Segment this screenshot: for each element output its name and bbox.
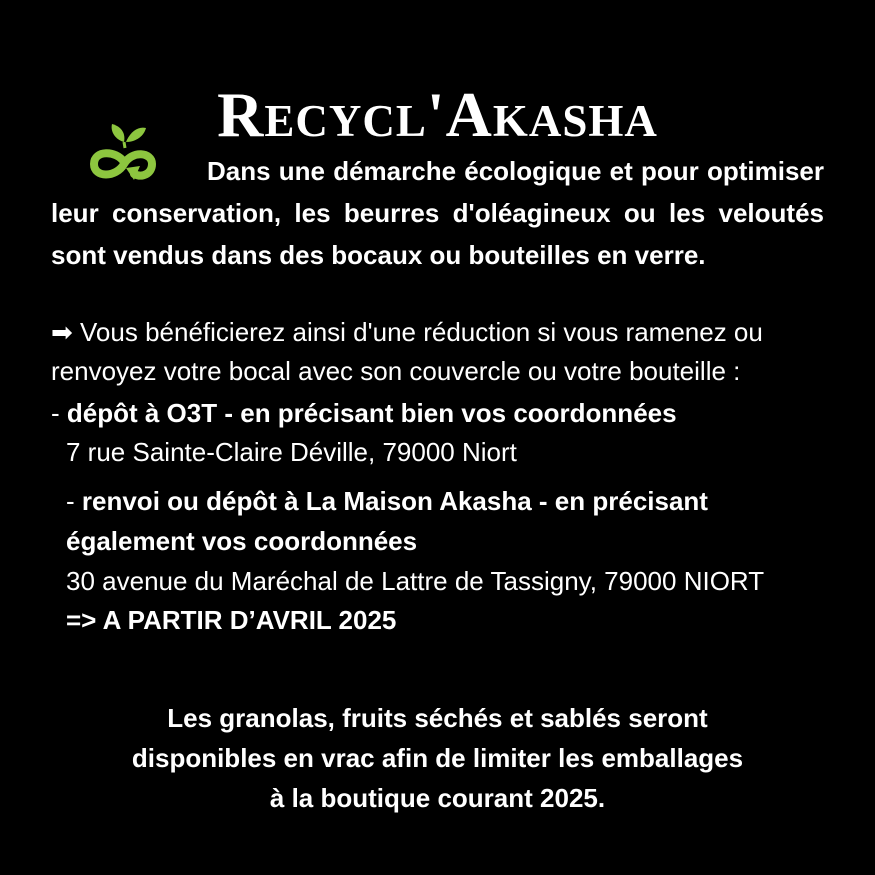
intro-text: Dans une démarche écologique et pour optimiser leur conservation, les beurres d'oléagineux ou les veloutés sont vendus dans des bocaux ou bouteilles en verre.	[51, 156, 824, 270]
option-dash: -	[66, 486, 82, 516]
option-dash: -	[51, 398, 67, 428]
option-label: renvoi ou dépôt à La Maison Akasha - en précisant également vos coordonnées	[66, 486, 708, 556]
option-address: 30 avenue du Maréchal de Lattre de Tassigny, 79000 NIORT	[66, 566, 765, 596]
option-note: => A PARTIR D’AVRIL 2025	[66, 605, 397, 635]
closing-line: disponibles en vrac afin de limiter les emballages	[131, 743, 744, 773]
reduction-text: Vous bénéficierez ainsi d'une réduction si vous ramenez ou renvoyez votre bocal avec son couvercle ou votre bouteille :	[51, 317, 763, 386]
option-label: dépôt à O3T - en précisant bien vos coordonnées	[66, 398, 677, 428]
arrow-icon: ➡	[51, 317, 73, 347]
closing-paragraph	[40, 698, 835, 818]
intro-paragraph	[51, 150, 824, 276]
option-o3t	[51, 393, 841, 433]
option-address: 7 rue Sainte-Claire Déville, 79000 Niort	[66, 437, 517, 467]
page-title: Recycl'Akasha	[217, 78, 658, 150]
reduction-paragraph	[51, 313, 841, 391]
option-maison-akasha	[66, 481, 826, 561]
closing-line: à la boutique courant 2025.	[269, 783, 606, 813]
closing-line: Les granolas, fruits séchés et sablés seront	[167, 703, 708, 733]
